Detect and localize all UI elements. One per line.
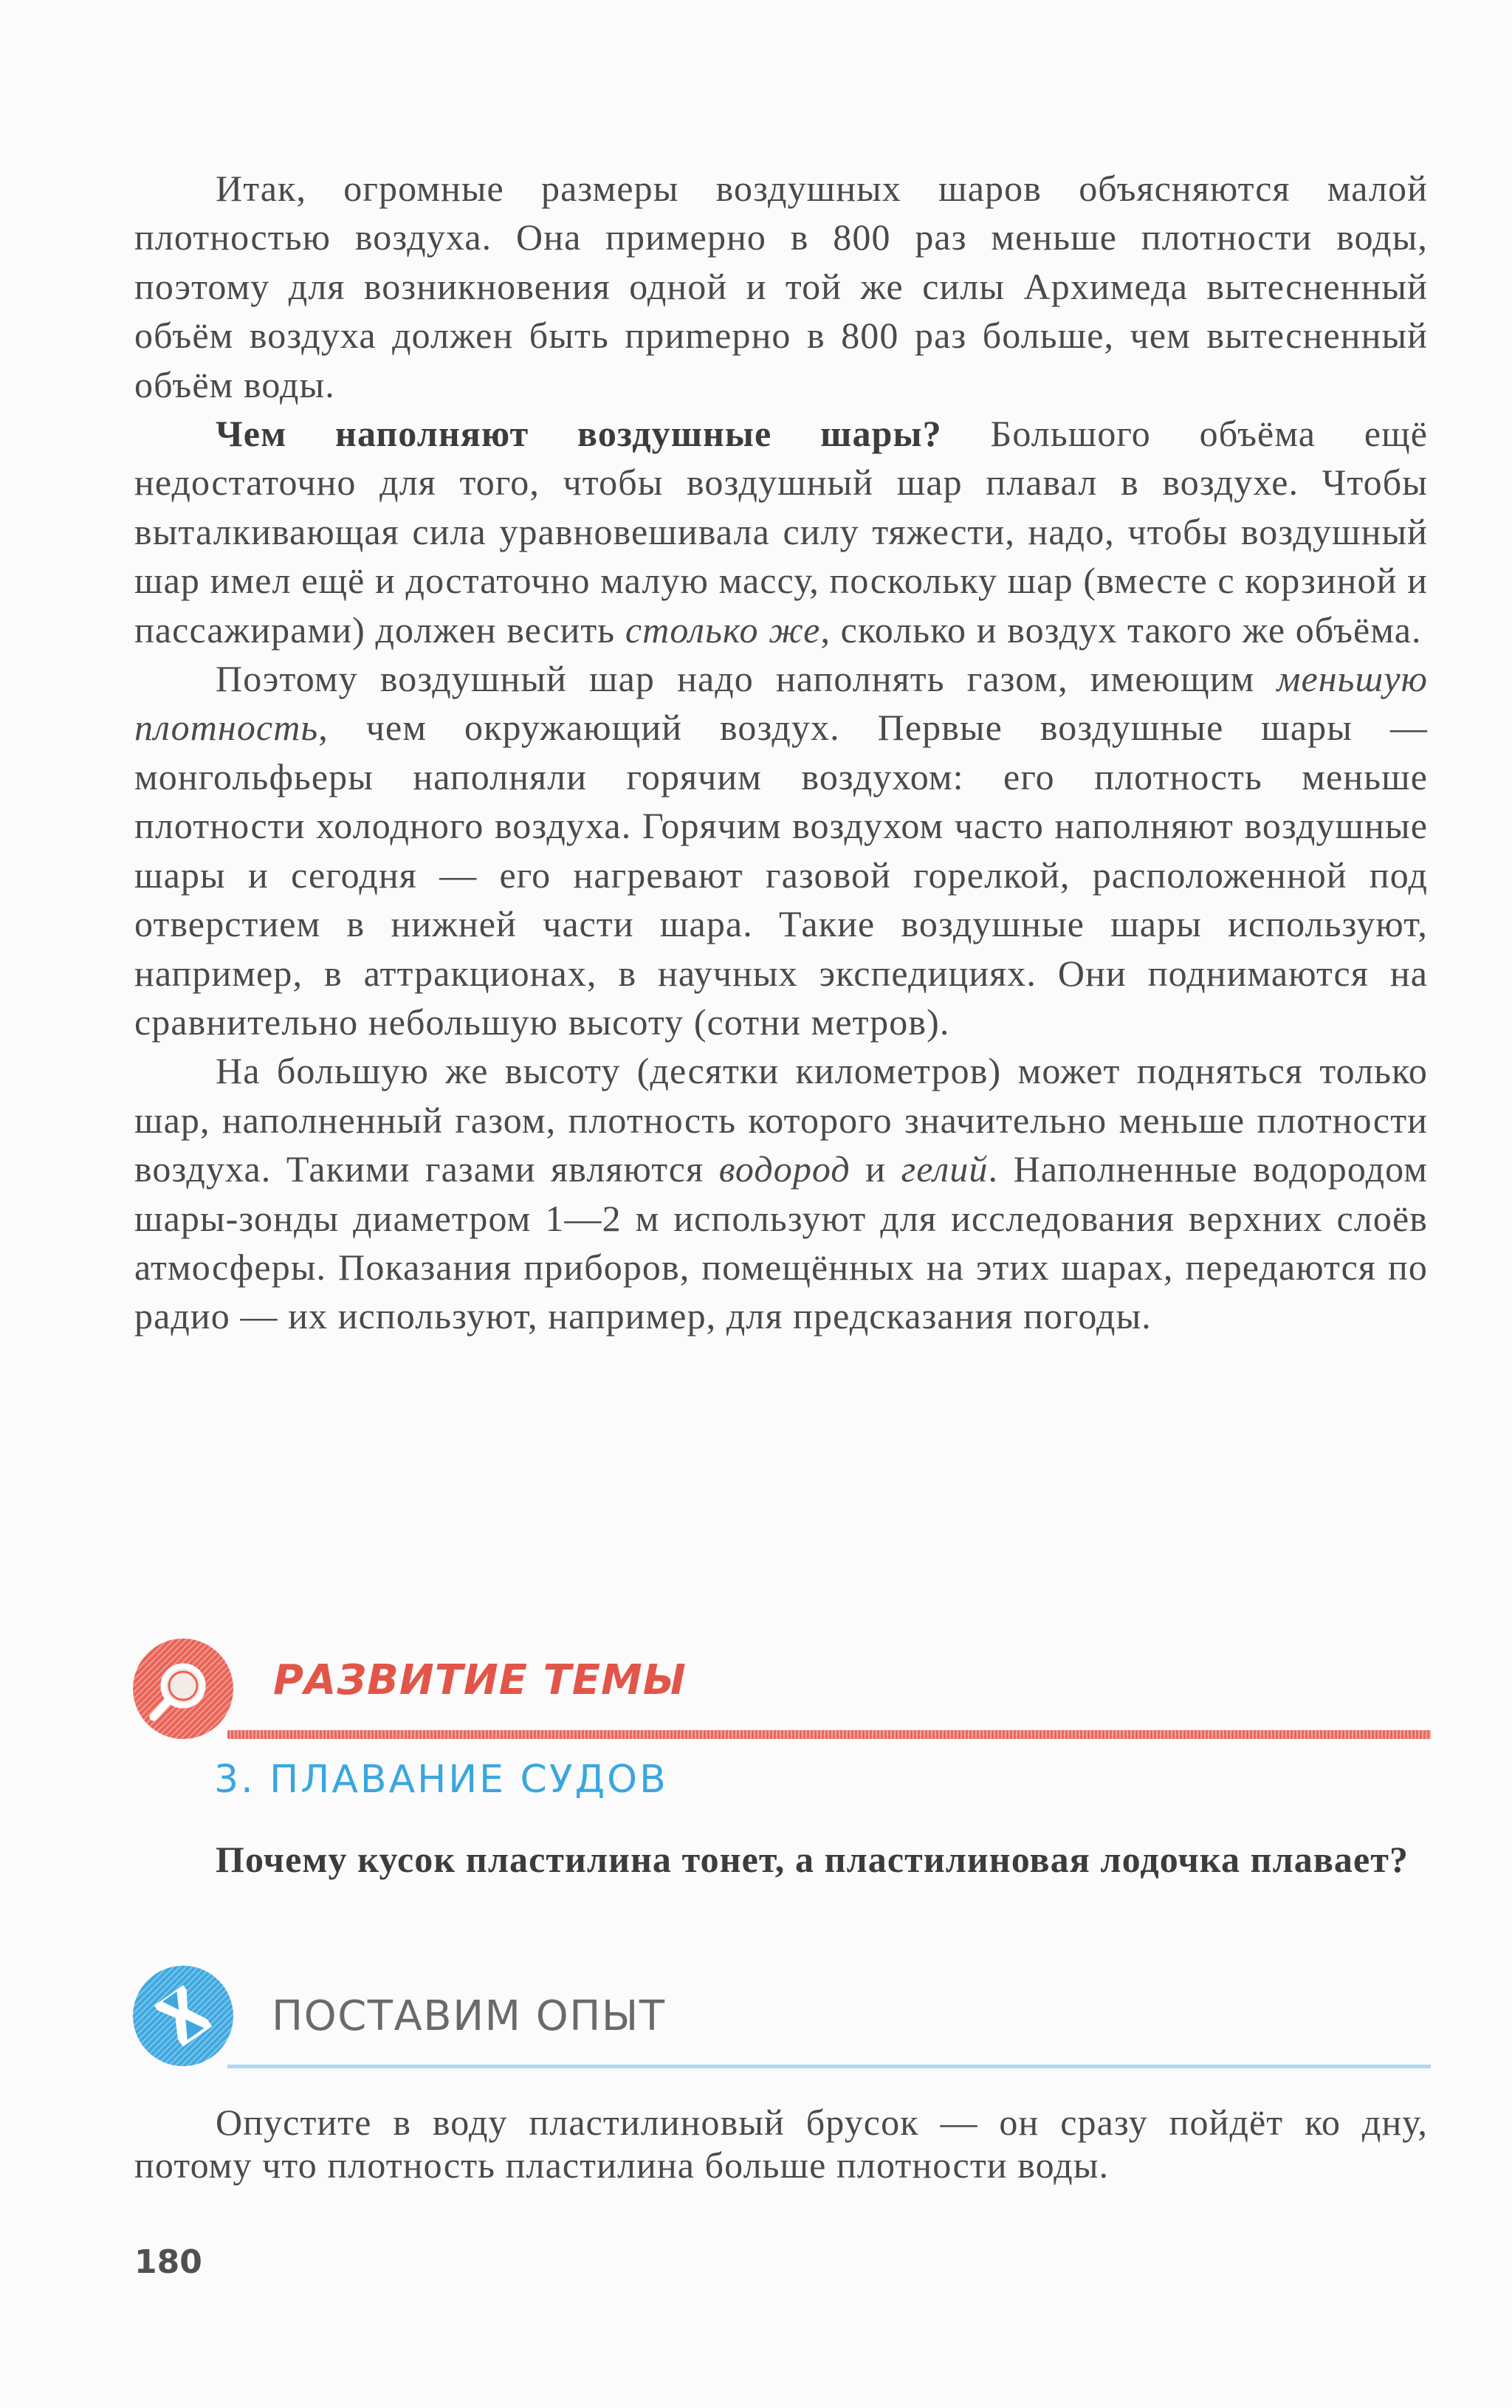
paragraph-3 — [134, 654, 1428, 1046]
paragraph-4-italic-hydrogen: водород — [718, 1148, 850, 1190]
flask-icon — [131, 1964, 235, 2068]
paragraph-3-italic: меньшую плотность — [134, 658, 1428, 749]
topic-header — [131, 1636, 1431, 1746]
main-text — [134, 164, 1428, 1341]
paragraph-4-italic-helium: гелий — [901, 1148, 989, 1190]
topic-divider — [227, 1730, 1431, 1739]
experiment-paragraph: Опустите в воду пластилиновый брусок — он сразу пойдёт ко дну, потому что плотность пластилина больше плотности воды. — [134, 2102, 1428, 2186]
magnifier-icon — [131, 1637, 235, 1740]
paragraph-1: Итак, огромные размеры воздушных шаров объясняются малой плотностью воздуха. Она примерно в 800 раз меньше плотности воды, поэтому для возникновения одной и той же силы Архимеда вытесненный объём воздуха должен быть приmерно в 800 раз больше, чем вытесненный объём воды. — [134, 168, 1428, 405]
paragraph-3-text-a: Поэтому воздушный шар надо наполнять газом, имеющим — [216, 658, 1277, 700]
experiment-title: ПОСТАВИМ ОПЫТ — [272, 1992, 666, 2040]
paragraph-3-text-b: , чем окружающий воздух. Первые воздушные шары — монгольфьеры наполняли горячим воздухом: его плотность меньше плотности холодного воздуха. Горячим воздухом часто наполняют воздушные шары и сегодня — его нагревают газовой горелкой, расположенной под отверстием в нижней части шара. Такие воздушные шары используют, например, в аттракционах, в научных экспедициях. Они поднимаются на сравнительно небольшую высоту (сотни метров). — [134, 707, 1428, 1043]
section-question: Почему кусок пластилина тонет, а пластилиновая лодочка плавает? — [216, 1839, 1409, 1880]
paragraph-2-lead: Чем наполняют воздушные шары? — [216, 413, 942, 455]
experiment-header — [131, 1964, 1431, 2075]
page-number: 180 — [134, 2243, 202, 2281]
paragraph-4-text-b: . Наполненные водородом шары-зонды диаметром 1—2 м используют для исследования верхних слоёв атмосферы. Показания приборов, помещённых на этих шарах, передаются по радио — их используют, например, для предсказания погоды. — [134, 1148, 1428, 1337]
experiment-divider — [227, 2065, 1431, 2068]
paragraph-4 — [134, 1046, 1428, 1340]
section-heading: 3. ПЛАВАНИЕ СУДОВ — [214, 1757, 668, 1802]
topic-title: РАЗВИТИЕ ТЕМЫ — [273, 1656, 687, 1704]
paragraph-2-text-a: Большого объёма ещё недостаточно для того, чтобы воздушный шар плавал в воздухе. Чтобы выталкивающая сила уравновешивала силу тяжести, надо, чтобы воздушный шар имел ещё и достаточно малую массу, поскольку шар (вместе с корзиной и пассажирами) должен весить — [134, 413, 1428, 651]
paragraph-2 — [134, 409, 1428, 654]
paragraph-2-text-b: , сколько и воздух такого же объёма. — [820, 608, 1422, 651]
paragraph-4-text-a: На большую же высоту (десятки километров) может подняться только шар, наполненный газом, плотность которого значительно меньше плотности воздуха. Такими газами являются — [134, 1050, 1428, 1190]
experiment-text — [134, 2101, 1428, 2186]
paragraph-4-and: и — [850, 1148, 901, 1190]
paragraph-2-italic: столько же — [625, 608, 821, 651]
